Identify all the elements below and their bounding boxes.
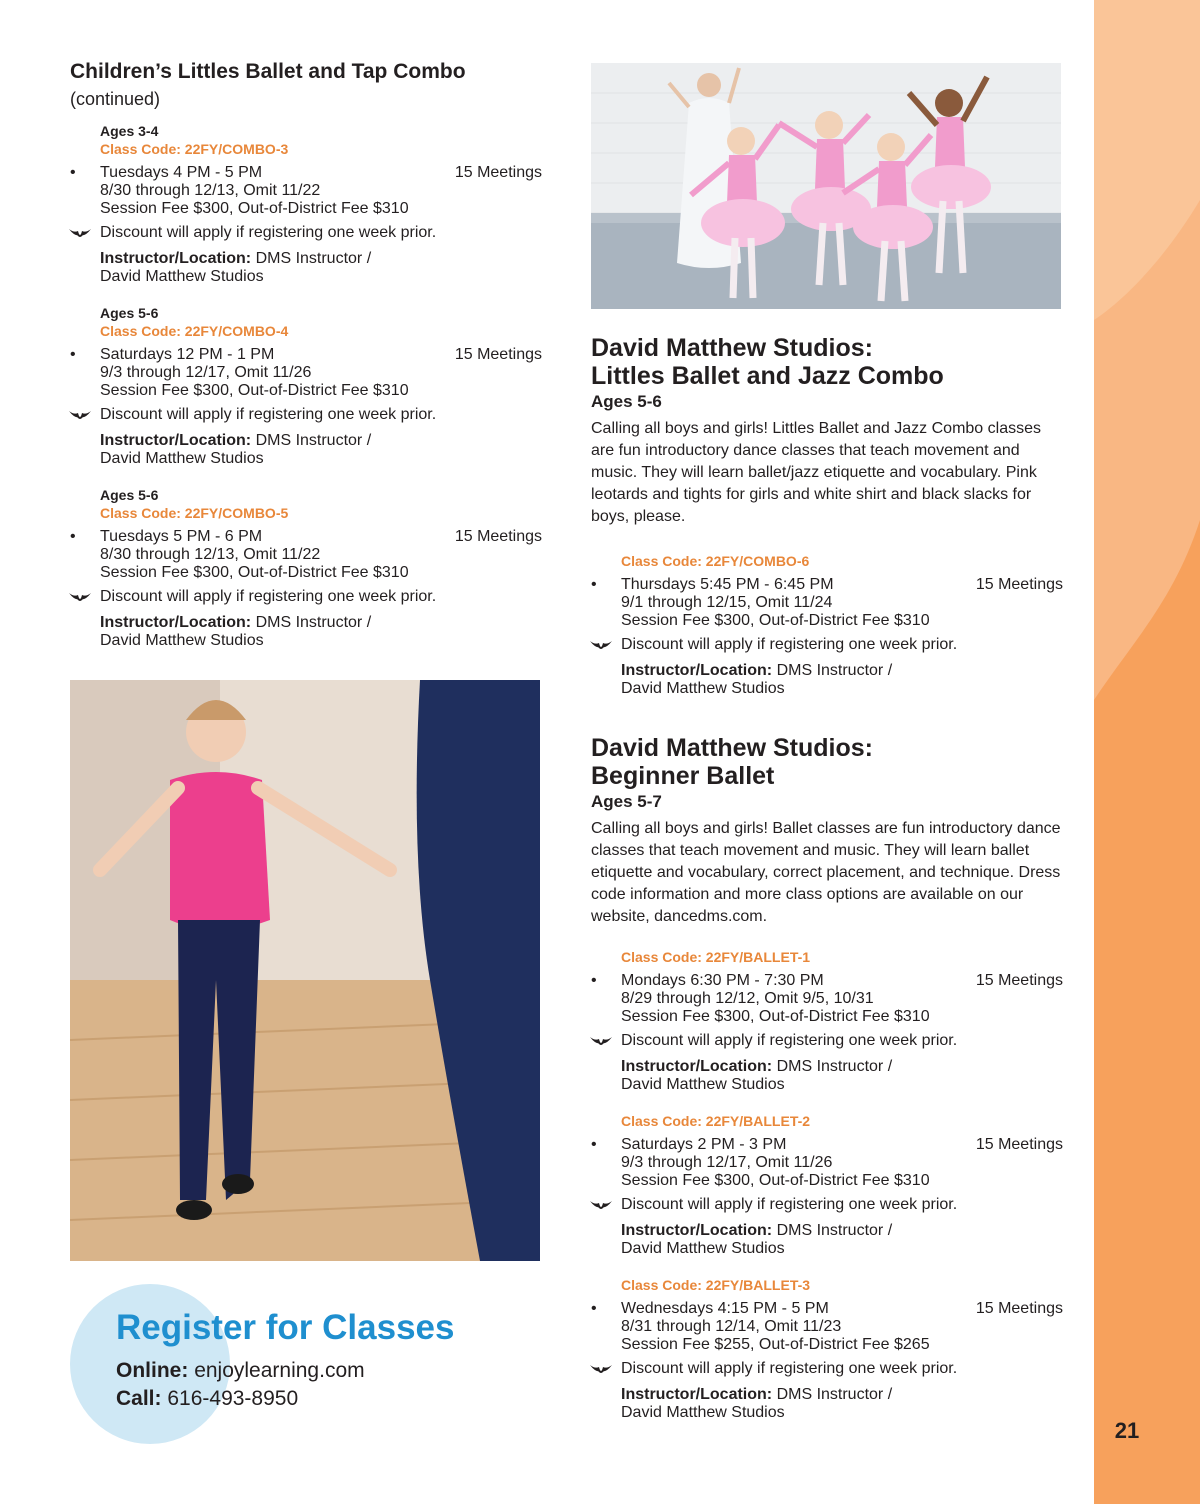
page-number: 21 <box>1114 1418 1140 1443</box>
jazz-title-line1: David Matthew Studios: <box>591 334 873 362</box>
discount-bird-icon <box>589 1199 613 1213</box>
right-column <box>591 334 1063 1422</box>
discount-text: Discount will apply if registering one week prior. <box>100 406 437 423</box>
class-dates: 9/3 through 12/17, Omit 11/26 <box>100 364 312 381</box>
ballet-title-line2: Beginner Ballet <box>591 762 775 790</box>
class-schedule-row <box>70 528 542 546</box>
instructor-label: Instructor/Location: <box>621 662 773 679</box>
discount-text: Discount will apply if registering one week prior. <box>621 636 958 653</box>
instructor-name: DMS Instructor / <box>776 1386 893 1403</box>
bullet-icon: • <box>70 346 76 363</box>
class-code: Class Code: 22FY/COMBO-6 <box>621 553 810 569</box>
instructor-label: Instructor/Location: <box>100 614 252 631</box>
instructor-name: DMS Instructor / <box>255 614 372 631</box>
bullet-icon: • <box>591 972 597 989</box>
class-ages: Ages 5-6 <box>100 305 159 321</box>
ballet-description: Calling all boys and girls! Ballet classes are fun introductory dance classes that teach movement and music. They will learn ballet etiquette and vocabulary, correct placement, and technique. Dress code information and more class options are available on our website, dancedms.com. <box>591 820 1061 925</box>
instructor-name: DMS Instructor / <box>776 662 893 679</box>
class-dates: 8/31 through 12/14, Omit 11/23 <box>621 1318 842 1335</box>
class-meetings: 15 Meetings <box>454 164 542 181</box>
ballet-class-photo <box>591 63 1061 309</box>
class-fees: Session Fee $300, Out-of-District Fee $310 <box>100 382 409 399</box>
discount-row <box>621 636 1063 654</box>
instructor-location <box>621 1386 1063 1404</box>
location-name: David Matthew Studios <box>100 268 264 285</box>
ballet-class-list <box>591 948 1063 1422</box>
class-schedule-row <box>70 346 542 364</box>
discount-text: Discount will apply if registering one week prior. <box>621 1196 958 1213</box>
class-meetings: 15 Meetings <box>454 346 542 363</box>
class-code: Class Code: 22FY/COMBO-4 <box>100 323 289 339</box>
class-fees: Session Fee $300, Out-of-District Fee $310 <box>100 200 409 217</box>
girl-dancing-photo <box>70 680 540 1261</box>
discount-text: Discount will apply if registering one week prior. <box>100 224 437 241</box>
strip-wave <box>1094 0 1200 1504</box>
bullet-icon: • <box>70 164 76 181</box>
class-schedule-row <box>591 1136 1063 1154</box>
register-online <box>116 1358 365 1384</box>
class-ages: Ages 5-6 <box>100 487 159 503</box>
class-dates: 8/29 through 12/12, Omit 9/5, 10/31 <box>621 990 874 1007</box>
class-code: Class Code: 22FY/COMBO-5 <box>100 505 289 521</box>
call-label: Call: <box>116 1387 162 1410</box>
instructor-name: DMS Instructor / <box>255 432 372 449</box>
class-code: Class Code: 22FY/BALLET-1 <box>621 949 811 965</box>
girl-dancing-illustration <box>70 680 540 1261</box>
instructor-location <box>100 432 542 450</box>
ballet-section <box>591 734 1063 1422</box>
jazz-title-line2: Littles Ballet and Jazz Combo <box>591 362 944 390</box>
online-label: Online: <box>116 1359 189 1382</box>
location-name: David Matthew Studios <box>621 1404 785 1421</box>
class-code: Class Code: 22FY/COMBO-3 <box>100 141 289 157</box>
instructor-name: DMS Instructor / <box>776 1058 893 1075</box>
class-meetings: 15 Meetings <box>454 528 542 545</box>
class-block <box>591 1276 1063 1422</box>
left-column <box>70 58 542 650</box>
jazz-description: Calling all boys and girls! Littles Ballet and Jazz Combo classes are fun introductory dance classes that teach movement and music. They will learn ballet/jazz etiquette and vocabulary. Pink leotards and tights for girls and white shirt and black slacks for boys, please. <box>591 420 1041 525</box>
class-block <box>591 1112 1063 1258</box>
location-name: David Matthew Studios <box>621 1240 785 1257</box>
instructor-location <box>100 250 542 268</box>
class-schedule-row <box>591 576 1063 594</box>
jazz-class-list <box>591 552 1063 698</box>
ballet-ages: Ages 5-7 <box>591 792 662 811</box>
class-meetings: 15 Meetings <box>975 972 1063 989</box>
class-block <box>591 552 1063 698</box>
class-meetings: 15 Meetings <box>975 1300 1063 1317</box>
discount-row <box>621 1196 1063 1214</box>
instructor-label: Instructor/Location: <box>100 432 252 449</box>
discount-row <box>100 588 542 606</box>
discount-bird-icon <box>68 409 92 423</box>
location-name: David Matthew Studios <box>100 632 264 649</box>
instructor-label: Instructor/Location: <box>621 1222 773 1239</box>
bullet-icon: • <box>591 1300 597 1317</box>
class-list <box>70 122 542 650</box>
class-fees: Session Fee $300, Out-of-District Fee $310 <box>621 612 930 629</box>
class-block <box>591 948 1063 1094</box>
location-name: David Matthew Studios <box>621 680 785 697</box>
bullet-icon: • <box>591 1136 597 1153</box>
class-dates: 8/30 through 12/13, Omit 11/22 <box>100 182 321 199</box>
side-decor-strip <box>1094 0 1200 1504</box>
class-code: Class Code: 22FY/BALLET-3 <box>621 1277 811 1293</box>
register-call <box>116 1386 298 1412</box>
class-ages: Ages 3-4 <box>100 123 159 139</box>
bullet-icon: • <box>591 576 597 593</box>
class-fees: Session Fee $300, Out-of-District Fee $310 <box>621 1008 930 1025</box>
class-schedule: Tuesdays 5 PM - 6 PM <box>100 528 263 545</box>
class-fees: Session Fee $255, Out-of-District Fee $265 <box>621 1336 930 1353</box>
discount-row <box>100 224 542 242</box>
class-schedule-row <box>591 1300 1063 1318</box>
class-meetings: 15 Meetings <box>975 1136 1063 1153</box>
class-schedule: Mondays 6:30 PM - 7:30 PM <box>621 972 824 989</box>
class-schedule-row <box>591 972 1063 990</box>
instructor-label: Instructor/Location: <box>621 1058 773 1075</box>
class-block <box>70 122 542 286</box>
discount-text: Discount will apply if registering one week prior. <box>621 1032 958 1049</box>
class-schedule: Thursdays 5:45 PM - 6:45 PM <box>621 576 834 593</box>
ballet-title-line1: David Matthew Studios: <box>591 734 873 762</box>
class-schedule: Saturdays 12 PM - 1 PM <box>100 346 275 363</box>
discount-text: Discount will apply if registering one week prior. <box>621 1360 958 1377</box>
class-block <box>70 304 542 468</box>
class-schedule: Saturdays 2 PM - 3 PM <box>621 1136 787 1153</box>
discount-bird-icon <box>589 1363 613 1377</box>
instructor-location <box>621 662 1063 680</box>
class-meetings: 15 Meetings <box>975 576 1063 593</box>
discount-bird-icon <box>68 591 92 605</box>
phone-number[interactable]: 616-493-8950 <box>167 1387 299 1410</box>
instructor-location <box>621 1222 1063 1240</box>
class-schedule: Wednesdays 4:15 PM - 5 PM <box>621 1300 829 1317</box>
instructor-label: Instructor/Location: <box>100 250 252 267</box>
discount-row <box>100 406 542 424</box>
discount-row <box>621 1360 1063 1378</box>
class-dates: 9/1 through 12/15, Omit 11/24 <box>621 594 833 611</box>
section-subtitle: (continued) <box>70 89 161 109</box>
instructor-location <box>621 1058 1063 1076</box>
online-link[interactable]: enjoylearning.com <box>194 1359 365 1382</box>
class-schedule: Tuesdays 4 PM - 5 PM <box>100 164 263 181</box>
location-name: David Matthew Studios <box>621 1076 785 1093</box>
discount-bird-icon <box>589 1035 613 1049</box>
register-title: Register for Classes <box>116 1308 455 1347</box>
instructor-name: DMS Instructor / <box>776 1222 893 1239</box>
class-dates: 9/3 through 12/17, Omit 11/26 <box>621 1154 833 1171</box>
ballet-class-illustration <box>591 63 1061 309</box>
class-fees: Session Fee $300, Out-of-District Fee $310 <box>100 564 409 581</box>
section-title: Children’s Littles Ballet and Tap Combo <box>70 60 466 83</box>
discount-row <box>621 1032 1063 1050</box>
class-schedule-row <box>70 164 542 182</box>
class-fees: Session Fee $300, Out-of-District Fee $310 <box>621 1172 930 1189</box>
instructor-label: Instructor/Location: <box>621 1386 773 1403</box>
discount-bird-icon <box>68 227 92 241</box>
discount-text: Discount will apply if registering one week prior. <box>100 588 437 605</box>
jazz-section <box>591 334 1063 698</box>
class-dates: 8/30 through 12/13, Omit 11/22 <box>100 546 321 563</box>
discount-bird-icon <box>589 639 613 653</box>
instructor-location <box>100 614 542 632</box>
class-block <box>70 486 542 650</box>
bullet-icon: • <box>70 528 76 545</box>
class-code: Class Code: 22FY/BALLET-2 <box>621 1113 811 1129</box>
jazz-ages: Ages 5-6 <box>591 392 662 411</box>
location-name: David Matthew Studios <box>100 450 264 467</box>
instructor-name: DMS Instructor / <box>255 250 372 267</box>
